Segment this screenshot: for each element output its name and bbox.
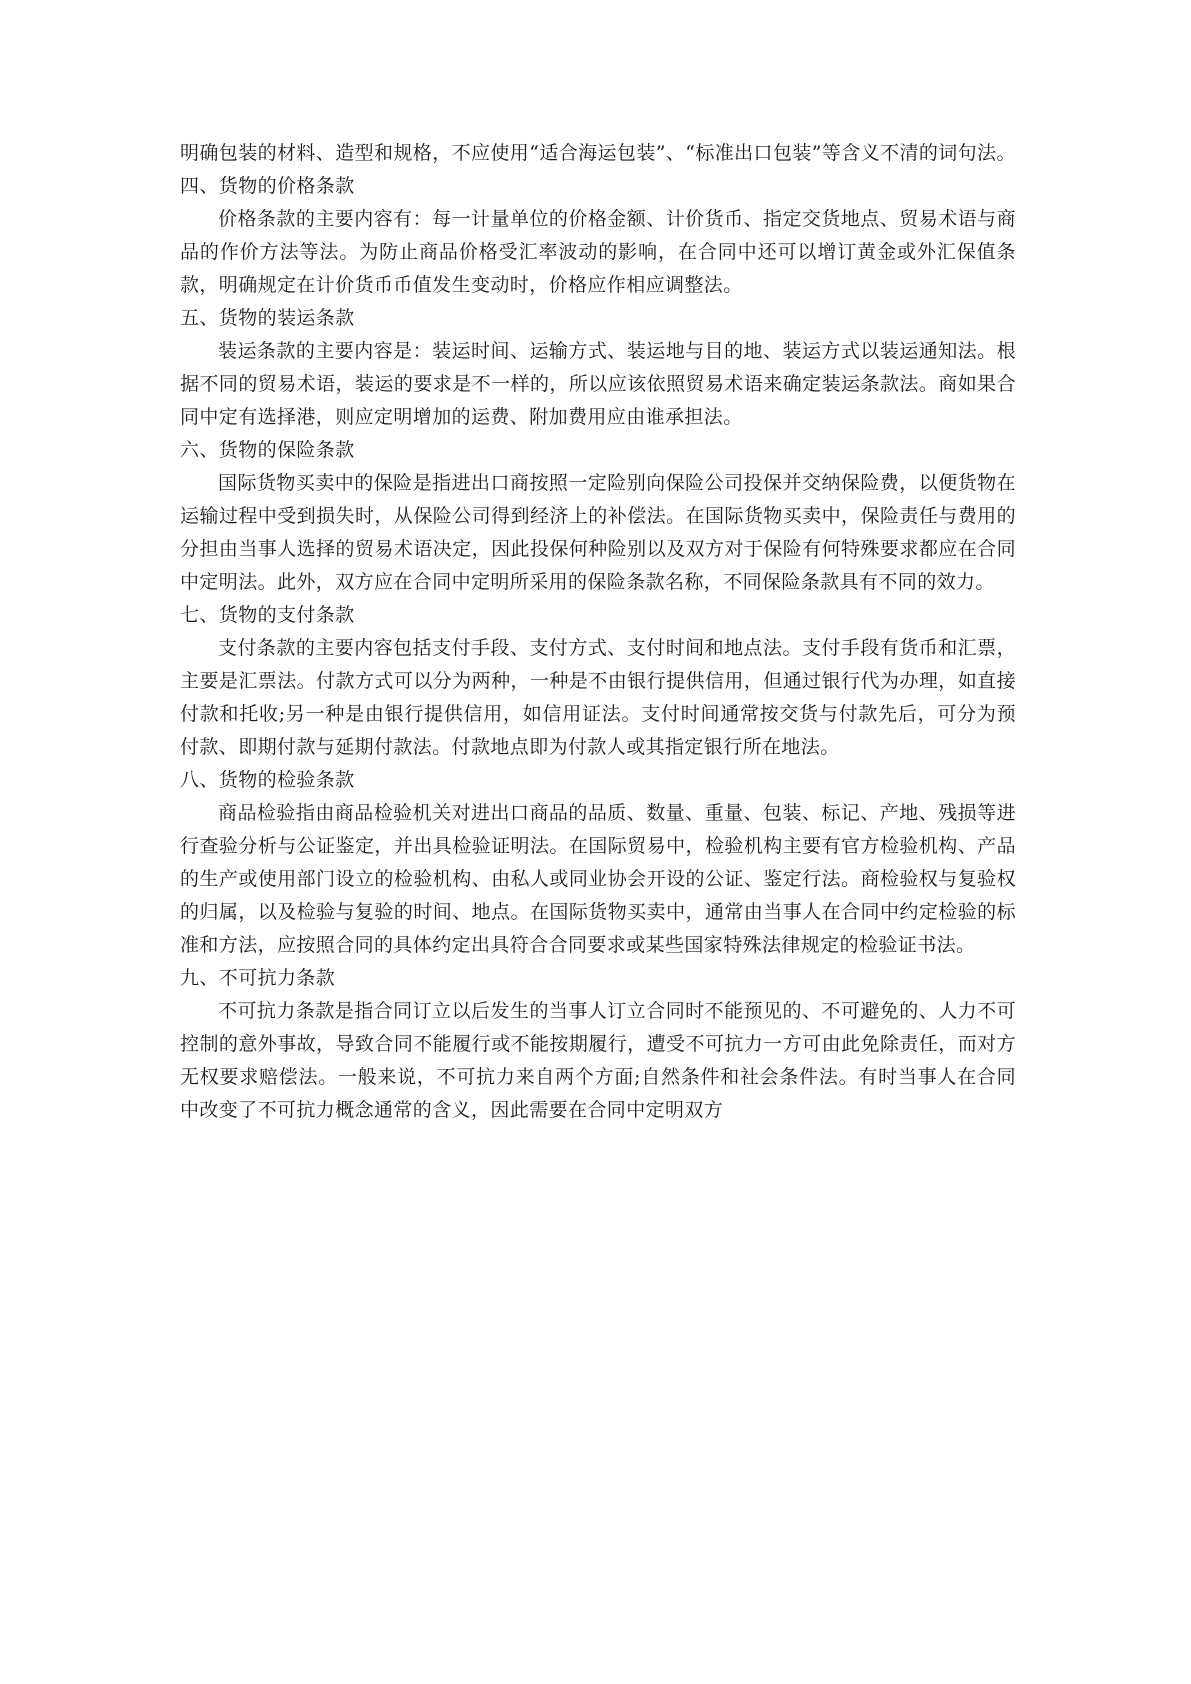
paragraph-insurance: 国际货物买卖中的保险是指进出口商按照一定险别向保险公司投保并交纳保险费，以便货物在运输过程中受到损失时，从保险公司得到经济上的补偿法。在国际货物买卖中，保险责任与费用的分担由当事人选择的贸易术语决定，因此投保何种险别以及双方对于保险有何特殊要求都应在合同中定明法。此外，双方应在合同中定明所采用的保险条款名称，不同保险条款具有不同的效力。 (180, 472, 1016, 593)
section-heading-price: 四、货物的价格条款 (180, 175, 355, 197)
paragraph-payment: 支付条款的主要内容包括支付手段、支付方式、支付时间和地点法。支付手段有货币和汇票，主要是汇票法。付款方式可以分为两种，一种是不由银行提供信用，但通过银行代为办理，如直接付款和托收;另一种是由银行提供信用，如信用证法。支付时间通常按交货与付款先后，可分为预付款、即期付款与延期付款法。付款地点即为付款人或其指定银行所在地法。 (180, 637, 1016, 758)
section-heading-shipment: 五、货物的装运条款 (180, 307, 355, 329)
section-heading-insurance: 六、货物的保险条款 (180, 439, 355, 461)
paragraph-continuation: 明确包装的材料、造型和规格，不应使用“适合海运包装”、“标准出口包装”等含义不清的词句法。 (180, 142, 1016, 164)
paragraph-shipment: 装运条款的主要内容是：装运时间、运输方式、装运地与目的地、装运方式以装运通知法。根据不同的贸易术语，装运的要求是不一样的，所以应该依照贸易术语来确定装运条款法。商如果合同中定有选择港，则应定明增加的运费、附加费用应由谁承担法。 (180, 340, 1016, 428)
section-heading-inspection: 八、货物的检验条款 (180, 769, 355, 791)
section-heading-payment: 七、货物的支付条款 (180, 604, 355, 626)
paragraph-price: 价格条款的主要内容有：每一计量单位的价格金额、计价货币、指定交货地点、贸易术语与商品的作价方法等法。为防止商品价格受汇率波动的影响，在合同中还可以增订黄金或外汇保值条款，明确规定在计价货币币值发生变动时，价格应作相应调整法。 (180, 208, 1016, 296)
document-body (180, 137, 1016, 1127)
section-heading-force-majeure: 九、不可抗力条款 (180, 967, 336, 989)
paragraph-inspection: 商品检验指由商品检验机关对进出口商品的品质、数量、重量、包装、标记、产地、残损等进行查验分析与公证鉴定，并出具检验证明法。在国际贸易中，检验机构主要有官方检验机构、产品的生产或使用部门设立的检验机构、由私人或同业协会开设的公证、鉴定行法。商检验权与复验权的归属，以及检验与复验的时间、地点。在国际货物买卖中，通常由当事人在合同中约定检验的标准和方法，应按照合同的具体约定出具符合合同要求或某些国家特殊法律规定的检验证书法。 (180, 802, 1016, 956)
paragraph-force-majeure: 不可抗力条款是指合同订立以后发生的当事人订立合同时不能预见的、不可避免的、人力不可控制的意外事故，导致合同不能履行或不能按期履行，遭受不可抗力一方可由此免除责任，而对方无权要求赔偿法。一般来说，不可抗力来自两个方面;自然条件和社会条件法。有时当事人在合同中改变了不可抗力概念通常的含义，因此需要在合同中定明双方 (180, 1000, 1016, 1121)
